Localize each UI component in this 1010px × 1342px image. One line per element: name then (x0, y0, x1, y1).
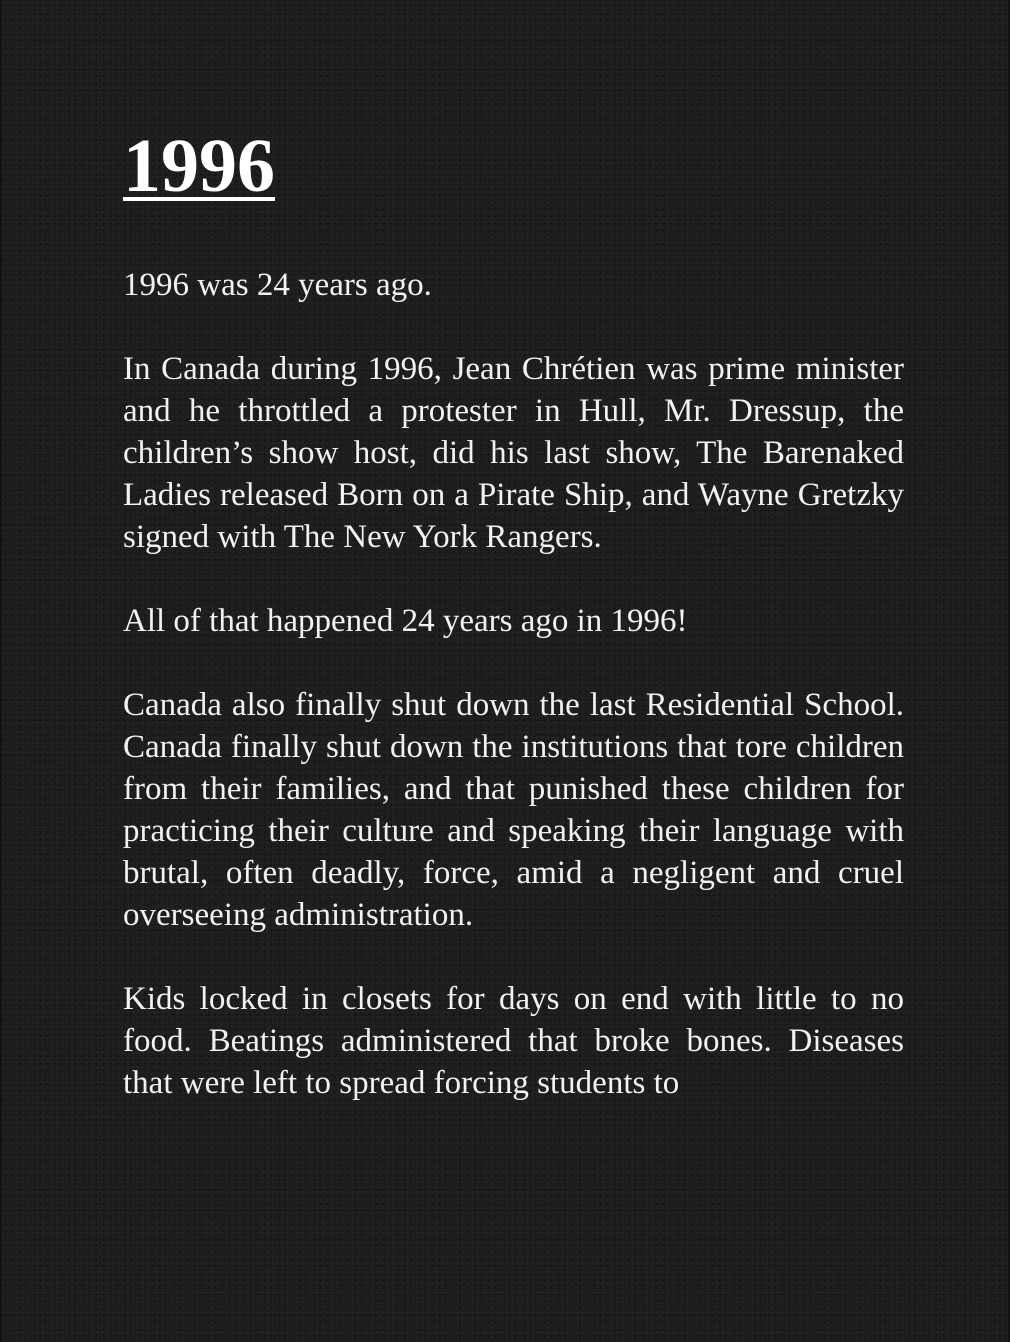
paragraph-recap: All of that happened 24 years ago in 1996! (123, 603, 688, 639)
page-title: 1996 (123, 124, 275, 208)
paragraph-intro: 1996 was 24 years ago. (123, 267, 432, 303)
paragraph-abuses: Kids locked in closets for days on end with little to no food. Beatings administered that broke bones. Diseases that were left to spread forcing students to (123, 981, 904, 1101)
paragraph-canada-events: In Canada during 1996, Jean Chrétien was prime minister and he throttled a protester in Hull, Mr. Dressup, the children’s show host, did his last show, The Barenaked Ladies released Born on a Pirate Ship, and Wayne Gretzky signed with The New York Rangers. (123, 351, 904, 555)
document-body (123, 124, 904, 1104)
paragraph-residential-school: Canada also finally shut down the last Residential School. Canada finally shut down the institutions that tore children from their families, and that punished these children for practicing their culture and speaking their language with brutal, often deadly, force, amid a negligent and cruel overseeing administration. (123, 687, 904, 933)
